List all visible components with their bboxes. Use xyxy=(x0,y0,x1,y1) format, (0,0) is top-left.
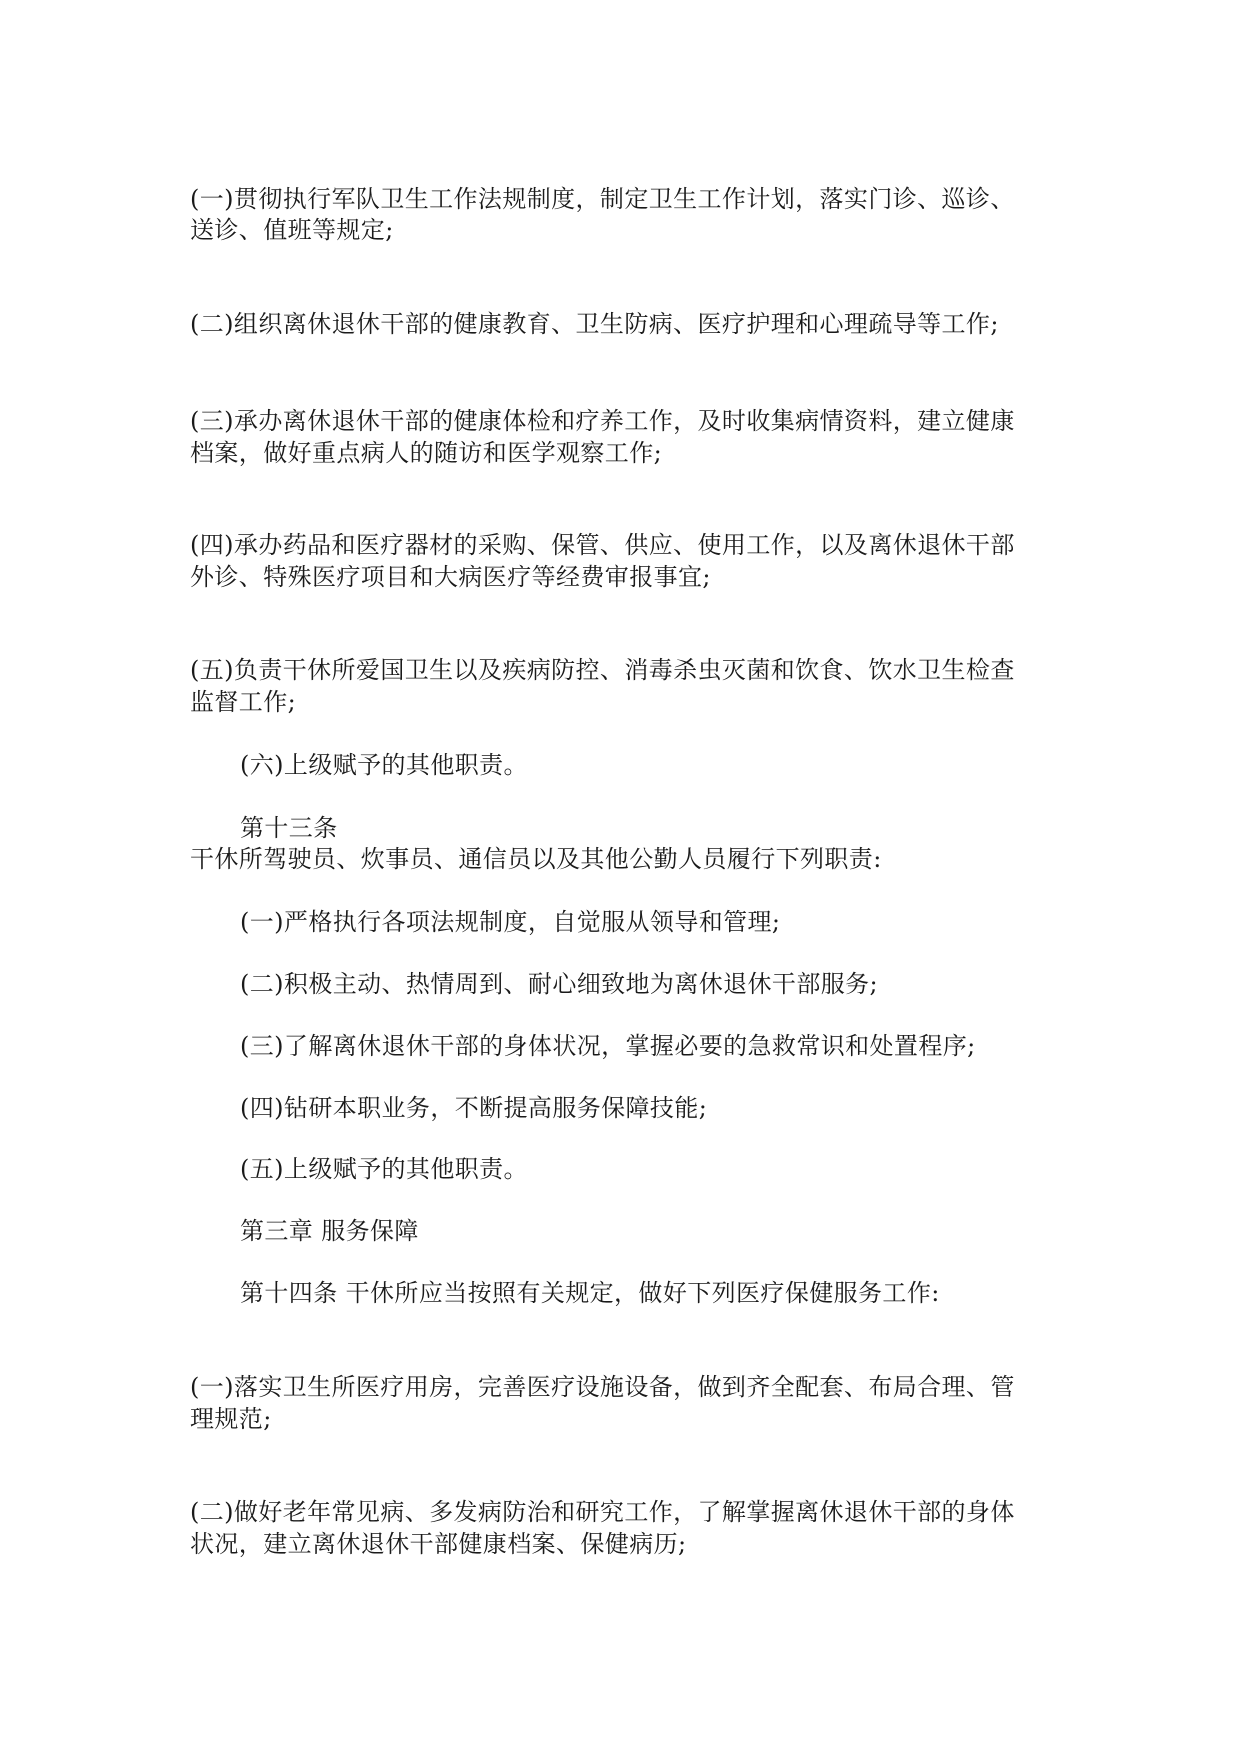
text-line: 外诊、特殊医疗项目和大病医疗等经费审报事宜; xyxy=(190,563,711,591)
text-line: 档案，做好重点病人的随访和医学观察工作; xyxy=(190,439,663,467)
text-line: (一)落实卫生所医疗用房，完善医疗设施设备，做到齐全配套、布局合理、管 xyxy=(190,1373,1015,1401)
text-line: (二)组织离休退休干部的健康教育、卫生防病、医疗护理和心理疏导等工作; xyxy=(190,310,999,338)
text-line: 状况，建立离休退休干部健康档案、保健病历; xyxy=(190,1530,687,1558)
text-line: (四)钻研本职业务，不断提高服务保障技能; xyxy=(240,1094,708,1122)
text-line: (三)了解离休退休干部的身体状况，掌握必要的急救常识和处置程序; xyxy=(240,1032,976,1060)
text-line: (四)承办药品和医疗器材的采购、保管、供应、使用工作，以及离休退休干部 xyxy=(190,531,1015,559)
text-line: (六)上级赋予的其他职责。 xyxy=(240,751,528,779)
article-heading: 第十三条 xyxy=(240,814,338,842)
text-line: (三)承办离休退休干部的健康体检和疗养工作，及时收集病情资料，建立健康 xyxy=(190,407,1015,435)
text-line: 监督工作; xyxy=(190,688,297,716)
text-line: (一)严格执行各项法规制度，自觉服从领导和管理; xyxy=(240,908,781,936)
text-line: 理规范; xyxy=(190,1405,272,1433)
chapter-heading: 第三章 服务保障 xyxy=(240,1217,419,1245)
text-line: 送诊、值班等规定; xyxy=(190,216,394,244)
text-line: (二)积极主动、热情周到、耐心细致地为离休退休干部服务; xyxy=(240,970,879,998)
text-line: (五)上级赋予的其他职责。 xyxy=(240,1155,528,1183)
text-line: (一)贯彻执行军队卫生工作法规制度，制定卫生工作计划，落实门诊、巡诊、 xyxy=(190,185,1015,213)
article-heading: 第十四条 干休所应当按照有关规定，做好下列医疗保健服务工作: xyxy=(240,1279,940,1307)
text-line: (五)负责干休所爱国卫生以及疾病防控、消毒杀虫灭菌和饮食、饮水卫生检查 xyxy=(190,656,1015,684)
text-line: 干休所驾驶员、炊事员、通信员以及其他公勤人员履行下列职责: xyxy=(190,845,882,873)
text-line: (二)做好老年常见病、多发病防治和研究工作，了解掌握离休退休干部的身体 xyxy=(190,1498,1015,1526)
